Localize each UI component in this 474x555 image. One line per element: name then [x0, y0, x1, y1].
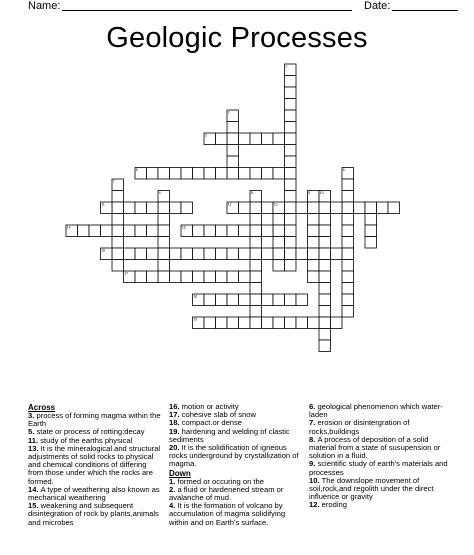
grid-cell[interactable]	[273, 133, 285, 145]
grid-cell[interactable]	[342, 191, 354, 203]
grid-cell[interactable]	[158, 260, 170, 272]
grid-cell[interactable]	[216, 133, 228, 145]
grid-cell[interactable]	[227, 156, 239, 168]
grid-cell[interactable]	[135, 248, 147, 260]
grid-cell[interactable]	[273, 237, 285, 249]
grid-cell[interactable]	[319, 340, 331, 352]
grid-cell[interactable]	[342, 306, 354, 318]
clue-number: 20.	[169, 443, 182, 453]
clue-number: 6.	[309, 402, 318, 411]
grid-cell[interactable]	[158, 225, 170, 237]
grid-cell[interactable]	[262, 317, 274, 329]
grid-cell[interactable]	[285, 202, 297, 214]
grid-cell[interactable]	[273, 260, 285, 272]
clue-number: 13.	[28, 443, 41, 453]
grid-cell[interactable]	[273, 214, 285, 226]
grid-cell[interactable]	[78, 225, 90, 237]
grid-cell[interactable]	[285, 87, 297, 99]
clue-number: 2.	[169, 484, 178, 494]
clue-text: geological phenomenon which water-laden	[309, 402, 443, 420]
clue-text: a fluid or hardenened stream or avalanche of mud.	[169, 484, 284, 503]
grid-cell[interactable]	[308, 317, 320, 329]
grid-cell[interactable]	[285, 156, 297, 168]
cell-number: 4	[158, 191, 161, 196]
clue-text: scientific study of earth's materials and processes	[309, 459, 448, 477]
grid-cell[interactable]	[308, 271, 320, 283]
grid-cell[interactable]	[262, 168, 274, 180]
grid-cell[interactable]	[181, 168, 193, 180]
grid-cell[interactable]	[308, 225, 320, 237]
grid-cell[interactable]	[135, 202, 147, 214]
grid-cell[interactable]	[204, 294, 216, 306]
name-label: Name:	[28, 0, 61, 12]
grid-cell[interactable]	[112, 225, 124, 237]
grid-cell[interactable]	[296, 202, 308, 214]
clue-number: 4.	[169, 501, 178, 511]
cell-number: 5	[135, 168, 138, 173]
clue-item	[28, 412, 163, 428]
clue-item	[28, 486, 163, 502]
grid-cell[interactable]	[342, 260, 354, 272]
grid-cell[interactable]	[227, 145, 239, 157]
date-label: Date:	[364, 0, 391, 12]
clue-text: state or process of rotting;decay	[36, 427, 145, 437]
grid-cell[interactable]	[135, 225, 147, 237]
grid-cell[interactable]	[285, 214, 297, 226]
grid-cell[interactable]	[377, 202, 389, 214]
grid-cell[interactable]	[262, 225, 274, 237]
clue-text: compact.or dense	[181, 418, 243, 428]
cell-number: 9	[308, 191, 311, 196]
grid-cell[interactable]	[170, 168, 182, 180]
clue-number: 1.	[169, 476, 178, 486]
grid-cell[interactable]	[262, 133, 274, 145]
clue-column-2	[169, 403, 303, 527]
grid-cell[interactable]	[342, 225, 354, 237]
grid-cell[interactable]	[193, 168, 205, 180]
cell-number: 7	[112, 179, 115, 184]
grid-cell[interactable]	[239, 294, 251, 306]
clue-item	[309, 403, 453, 419]
cell-number: 14	[66, 225, 71, 230]
clue-text: formed or occuring on the	[177, 476, 264, 486]
grid-cell[interactable]	[158, 214, 170, 226]
grid-cell[interactable]	[147, 271, 159, 283]
grid-cell[interactable]	[319, 225, 331, 237]
grid-cell[interactable]	[308, 202, 320, 214]
grid-cell[interactable]	[342, 271, 354, 283]
grid-cell[interactable]	[250, 283, 262, 295]
grid-cell[interactable]	[331, 248, 343, 260]
grid-cell[interactable]	[273, 168, 285, 180]
grid-cell[interactable]	[285, 168, 297, 180]
cell-number: 10	[319, 191, 324, 196]
grid-cell[interactable]	[365, 225, 377, 237]
grid-cell[interactable]	[124, 225, 136, 237]
grid-cell[interactable]	[354, 202, 366, 214]
grid-cell[interactable]	[181, 271, 193, 283]
grid-cell[interactable]	[250, 225, 262, 237]
grid-cell[interactable]	[273, 225, 285, 237]
grid-cell[interactable]	[193, 248, 205, 260]
grid-cell[interactable]	[262, 248, 274, 260]
cell-number: 6	[342, 168, 345, 173]
clue-number: 18.	[169, 418, 182, 428]
grid-cell[interactable]	[285, 179, 297, 191]
clue-text: The downslope movement of soil,rock,and regolith under the direct influence or gravity	[309, 475, 434, 502]
grid-cell[interactable]	[285, 122, 297, 134]
grid-cell[interactable]	[365, 202, 377, 214]
grid-cell[interactable]	[239, 271, 251, 283]
grid-cell[interactable]	[319, 237, 331, 249]
grid-cell[interactable]	[239, 133, 251, 145]
cell-number: 16	[101, 248, 106, 253]
grid-cell[interactable]	[250, 294, 262, 306]
grid-cell[interactable]	[124, 248, 136, 260]
grid-cell[interactable]	[250, 133, 262, 145]
clue-number: 16.	[169, 402, 182, 411]
grid-cell[interactable]	[239, 168, 251, 180]
grid-cell[interactable]	[112, 237, 124, 249]
cell-number: 1	[285, 64, 288, 69]
grid-cell[interactable]	[319, 248, 331, 260]
clue-number: 3.	[28, 411, 37, 420]
grid-cell[interactable]	[239, 225, 251, 237]
grid-cell[interactable]	[331, 202, 343, 214]
clue-text: motion or activity	[181, 402, 239, 411]
cell-number: 3	[204, 133, 207, 138]
grid-cell[interactable]	[342, 248, 354, 260]
grid-cell[interactable]	[273, 294, 285, 306]
grid-cell[interactable]	[273, 317, 285, 329]
grid-cell[interactable]	[342, 237, 354, 249]
grid-cell[interactable]	[250, 260, 262, 272]
grid-cell[interactable]	[227, 122, 239, 134]
grid-cell[interactable]	[124, 202, 136, 214]
clue-text: hardening and welding of clastic sediments	[169, 426, 290, 444]
clue-number: 5.	[28, 427, 37, 437]
grid-cell[interactable]	[285, 248, 297, 260]
grid-cell[interactable]	[112, 202, 124, 214]
grid-cell[interactable]	[112, 260, 124, 272]
clue-number: 8.	[309, 434, 318, 444]
grid-cell[interactable]	[250, 202, 262, 214]
cell-number: 2	[227, 110, 230, 115]
grid-cell[interactable]	[216, 294, 228, 306]
grid-cell[interactable]	[273, 248, 285, 260]
grid-cell[interactable]	[204, 248, 216, 260]
grid-cell[interactable]	[285, 260, 297, 272]
clue-section	[0, 403, 474, 555]
grid-cell[interactable]	[342, 214, 354, 226]
grid-cell[interactable]	[285, 99, 297, 111]
grid-cell[interactable]	[181, 248, 193, 260]
grid-cell[interactable]	[319, 317, 331, 329]
clue-number: 7.	[309, 418, 318, 428]
grid-cell[interactable]	[112, 191, 124, 203]
clue-number: 17.	[169, 410, 182, 420]
grid-cell[interactable]	[296, 317, 308, 329]
grid-cell[interactable]	[319, 214, 331, 226]
clue-number: 14.	[28, 484, 41, 494]
grid-cell[interactable]	[227, 271, 239, 283]
grid-cell[interactable]	[262, 202, 274, 214]
grid-cell[interactable]	[296, 294, 308, 306]
grid-cell[interactable]	[216, 271, 228, 283]
grid-cell[interactable]	[158, 271, 170, 283]
cell-number: 13	[273, 202, 278, 207]
clue-number: 12.	[309, 500, 322, 510]
cell-number: 8	[250, 191, 253, 196]
cell-number: 12	[227, 202, 232, 207]
clue-text: It is the formation of volcano by accumulation of magma solidifying within and on Earth's surface.	[169, 501, 286, 527]
grid-cell[interactable]	[285, 110, 297, 122]
clue-text: cohesive slab of snow	[181, 410, 256, 420]
clue-item	[309, 436, 453, 461]
clue-column-1	[28, 403, 163, 527]
clue-number: 19.	[169, 426, 182, 436]
clue-number: 11.	[28, 435, 41, 445]
clue-item	[28, 502, 163, 527]
clue-item	[309, 477, 453, 502]
clue-text: A process of deposition of a solid material from a state of susupension or solution in a fluid.	[309, 434, 441, 461]
grid-cell[interactable]	[308, 260, 320, 272]
grid-cell[interactable]	[342, 294, 354, 306]
clue-item	[169, 486, 303, 502]
clue-text: weakening and subsequent disintegration of rock by plants,animals and microbes	[28, 501, 159, 527]
grid-cell[interactable]	[158, 248, 170, 260]
grid-cell[interactable]	[285, 225, 297, 237]
grid-cell[interactable]	[227, 168, 239, 180]
clue-text: process of forming magma within the Earth	[28, 411, 161, 429]
grid-cell[interactable]	[112, 248, 124, 260]
grid-cell[interactable]	[319, 283, 331, 295]
grid-cell[interactable]	[250, 237, 262, 249]
grid-cell[interactable]	[250, 248, 262, 260]
grid-cell[interactable]	[365, 214, 377, 226]
clue-number: 10.	[309, 475, 322, 485]
grid-cell[interactable]	[285, 191, 297, 203]
grid-cell[interactable]	[158, 202, 170, 214]
grid-cell[interactable]	[285, 145, 297, 157]
grid-cell[interactable]	[216, 248, 228, 260]
grid-cell[interactable]	[285, 237, 297, 249]
grid-cell[interactable]	[112, 214, 124, 226]
grid-cell[interactable]	[89, 225, 101, 237]
grid-cell[interactable]	[158, 237, 170, 249]
grid-cell[interactable]	[204, 271, 216, 283]
grid-cell[interactable]	[285, 76, 297, 88]
grid-cell[interactable]	[331, 317, 343, 329]
clue-item	[309, 501, 453, 509]
grid-cell[interactable]	[308, 214, 320, 226]
grid-cell[interactable]	[227, 248, 239, 260]
grid-cell[interactable]	[388, 202, 400, 214]
across-heading: Across	[28, 403, 56, 412]
grid-cell[interactable]	[227, 225, 239, 237]
grid-cell[interactable]	[319, 260, 331, 272]
grid-cell[interactable]	[285, 317, 297, 329]
clue-text: It is the mineralogical and structural adjustments of solid rocks to physical and chemical conditions of differing from those under which the rocks are formed.	[28, 443, 161, 486]
clue-item	[309, 460, 453, 476]
grid-cell[interactable]	[250, 214, 262, 226]
down-heading: Down	[169, 468, 191, 478]
clue-item	[309, 419, 453, 435]
grid-cell[interactable]	[296, 248, 308, 260]
grid-cell[interactable]	[262, 294, 274, 306]
grid-cell[interactable]	[250, 168, 262, 180]
grid-cell[interactable]	[365, 237, 377, 249]
clue-column-3	[309, 403, 453, 510]
grid-cell[interactable]	[285, 294, 297, 306]
clue-item	[169, 502, 303, 527]
grid-cell[interactable]	[227, 294, 239, 306]
grid-cell[interactable]	[250, 271, 262, 283]
clue-number: 15.	[28, 501, 41, 511]
cell-number: 15	[181, 225, 186, 230]
clue-text: erosion or disintergration of rocks,buildings	[309, 418, 410, 436]
grid-cell[interactable]	[204, 168, 216, 180]
clue-text: It is the solidification of igneous rocks underground by crystallization of magma.	[169, 443, 299, 469]
grid-cell[interactable]	[216, 317, 228, 329]
grid-cell[interactable]	[342, 202, 354, 214]
grid-cell[interactable]	[342, 283, 354, 295]
grid-cell[interactable]	[147, 168, 159, 180]
cell-number: 17	[124, 271, 129, 276]
cell-number: 19	[193, 317, 198, 322]
grid-cell[interactable]	[204, 317, 216, 329]
grid-cell[interactable]	[285, 133, 297, 145]
grid-cell[interactable]	[147, 248, 159, 260]
grid-cell[interactable]	[204, 225, 216, 237]
grid-cell[interactable]	[239, 317, 251, 329]
clue-item	[169, 444, 303, 469]
grid-cell[interactable]	[170, 248, 182, 260]
grid-cell[interactable]	[319, 329, 331, 341]
grid-cell[interactable]	[147, 225, 159, 237]
grid-cell[interactable]	[193, 271, 205, 283]
grid-cell[interactable]	[342, 179, 354, 191]
grid-cell[interactable]	[101, 225, 113, 237]
cell-number: 18	[193, 294, 198, 299]
clue-number: 9.	[309, 459, 318, 469]
grid-cell[interactable]	[319, 306, 331, 318]
grid-cell[interactable]	[135, 271, 147, 283]
grid-cell[interactable]	[250, 306, 262, 318]
clue-item	[28, 445, 163, 486]
grid-cell[interactable]	[227, 133, 239, 145]
grid-cell[interactable]	[170, 271, 182, 283]
grid-cell[interactable]	[319, 202, 331, 214]
grid-cell[interactable]	[181, 202, 193, 214]
grid-cell[interactable]	[216, 225, 228, 237]
grid-cell[interactable]	[319, 294, 331, 306]
grid-cell[interactable]	[308, 248, 320, 260]
clue-text: eroding	[321, 500, 348, 510]
clue-text: A type of weathering also known as mechanical weathering	[28, 484, 160, 503]
clue-text: study of the earths physical	[40, 435, 133, 445]
clue-item	[169, 428, 303, 444]
grid-cell[interactable]	[193, 225, 205, 237]
grid-cell[interactable]	[147, 202, 159, 214]
grid-cell[interactable]	[216, 168, 228, 180]
grid-cell[interactable]	[239, 248, 251, 260]
grid-cell[interactable]	[170, 202, 182, 214]
grid-cell[interactable]	[319, 271, 331, 283]
grid-cell[interactable]	[158, 168, 170, 180]
grid-cell[interactable]	[308, 237, 320, 249]
grid-cell[interactable]	[239, 202, 251, 214]
cell-number: 11	[101, 202, 105, 207]
grid-cell[interactable]	[227, 317, 239, 329]
page-title: Geologic Processes	[106, 22, 368, 54]
grid-cell[interactable]	[250, 317, 262, 329]
